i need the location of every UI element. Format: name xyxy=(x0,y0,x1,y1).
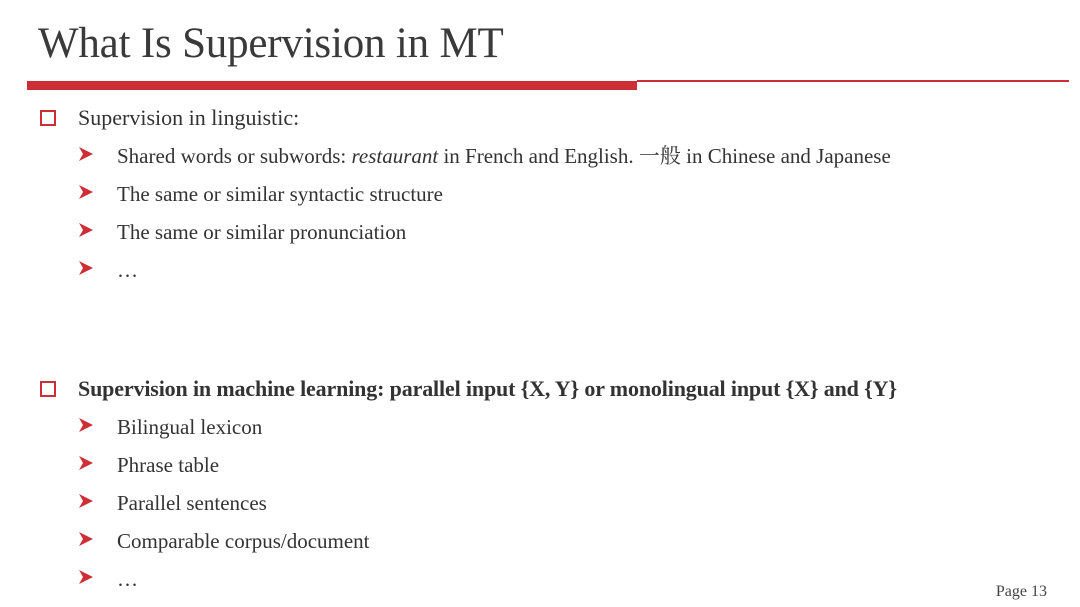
arrow-bullet-icon xyxy=(78,529,94,549)
arrow-bullet-icon xyxy=(78,453,94,473)
list-item-text: Comparable corpus/document xyxy=(117,529,370,553)
list-item-text: … xyxy=(117,258,138,282)
list-item-suffix: in French and English. 一般 in Chinese and Japanese xyxy=(443,144,891,168)
arrow-bullet-icon xyxy=(78,220,94,240)
section-heading-row xyxy=(38,371,1068,409)
list-item-text: The same or similar syntactic structure xyxy=(117,182,443,206)
title-underline-thin xyxy=(637,80,1069,82)
list-item-text: Phrase table xyxy=(117,453,220,477)
list-item xyxy=(38,176,1068,214)
arrow-bullet-icon xyxy=(78,258,94,278)
square-bullet-icon xyxy=(40,110,56,126)
list-item-text: The same or similar pronunciation xyxy=(117,220,407,244)
square-bullet-icon xyxy=(40,381,56,397)
list-item xyxy=(38,409,1068,447)
sub-bullet-list xyxy=(38,409,1068,599)
sub-bullet-list xyxy=(38,138,1068,290)
list-item-text: Parallel sentences xyxy=(117,491,267,515)
section-machine-learning xyxy=(38,371,1068,599)
arrow-bullet-icon xyxy=(78,567,94,587)
list-item-text: … xyxy=(117,567,138,591)
arrow-bullet-icon xyxy=(78,144,94,164)
list-item xyxy=(38,214,1068,252)
list-item xyxy=(38,447,1068,485)
section-linguistic xyxy=(38,100,1068,290)
list-item xyxy=(38,523,1068,561)
arrow-bullet-icon xyxy=(78,491,94,511)
list-item-italic: restaurant xyxy=(351,144,439,168)
arrow-bullet-icon xyxy=(78,182,94,202)
list-item xyxy=(38,561,1068,599)
arrow-bullet-icon xyxy=(78,415,94,435)
section-heading: Supervision in machine learning: parallel input {X, Y} or monolingual input {X} and {Y} xyxy=(78,376,897,401)
list-item xyxy=(38,252,1068,290)
list-item-text xyxy=(117,141,891,171)
list-item-prefix: Shared words or subwords: xyxy=(117,144,352,168)
list-item xyxy=(38,138,1068,176)
list-item xyxy=(38,485,1068,523)
section-heading: Supervision in linguistic: xyxy=(78,105,300,130)
page-number: Page 13 xyxy=(995,583,1047,600)
slide-title: What Is Supervision in MT xyxy=(38,20,504,67)
section-heading-row xyxy=(38,100,1068,138)
list-item-text: Bilingual lexicon xyxy=(117,415,263,439)
title-underline-thick xyxy=(27,81,637,90)
